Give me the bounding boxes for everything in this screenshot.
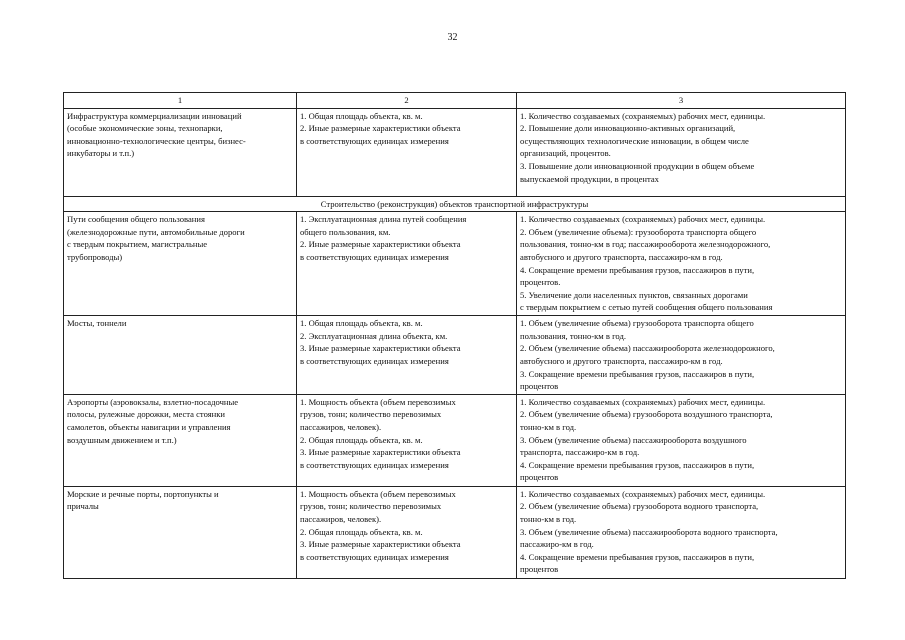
cell-text-line: 3. Иные размерные характеристики объекта (300, 447, 461, 458)
cell-text-line: 3. Сокращение времени пребывания грузов, пассажиров в пути, (520, 368, 755, 379)
cell-text-line: грузов, тонн; количество перевозимых (300, 409, 442, 420)
cell-text-line: организаций, процентов. (520, 148, 611, 159)
page-number: 32 (447, 32, 458, 43)
cell-text-line: 1. Мощность объекта (объем перевозимых (300, 488, 456, 499)
cell-text-line: в соответствующих единицах измерения (300, 551, 449, 562)
cell-text-line: в соответствующих единицах измерения (300, 459, 449, 470)
cell-text-line: грузов, тонн; количество перевозимых (300, 501, 442, 512)
cell-text-line: 2. Объем (увеличение объема) грузооборота воздушного транспорта, (520, 409, 773, 420)
capacity-cell (297, 394, 517, 486)
cell-text-line: Морские и речные порты, портопункты и (67, 488, 219, 499)
cell-text-line: 2. Объем (увеличение объема) грузооборота водного транспорта, (520, 501, 759, 512)
cell-text-line: тонно-км в год. (520, 421, 577, 432)
object-type-cell (64, 486, 297, 578)
cell-text-line: 2. Объем (увеличение объема): грузооборота транспорта общего (520, 226, 757, 237)
cell-text-line: 5. Увеличение доли населенных пунктов, связанных дорогами (520, 289, 748, 300)
object-type-cell (64, 108, 297, 196)
cell-text-line: в соответствующих единицах измерения (300, 135, 449, 146)
header-cell-1: 1 (64, 93, 297, 109)
cell-text-line: причалы (67, 501, 99, 512)
cell-text-line: с твердым покрытием с сетью путей сообщения общего пользования (520, 302, 773, 313)
cell-text-line: процентов (520, 564, 559, 575)
cell-text-line: 1. Мощность объекта (объем перевозимых (300, 396, 456, 407)
cell-text-line: в соответствующих единицах измерения (300, 251, 449, 262)
cell-text-line: транспорта, пассажиро-км в год. (520, 447, 640, 458)
capacity-cell (297, 212, 517, 316)
cell-text-line: пассажиров, человек). (300, 513, 382, 524)
cell-text-line: полосы, рулежные дорожки, места стоянки (67, 409, 226, 420)
cell-text-line: 3. Иные размерные характеристики объекта (300, 343, 461, 354)
effect-cell (517, 108, 846, 196)
object-type-cell (64, 212, 297, 316)
cell-text-line: процентов (520, 381, 559, 392)
cell-text-line: 3. Объем (увеличение объема) пассажирооборота водного транспорта, (520, 526, 778, 537)
cell-text-line: 1. Количество создаваемых (сохраняемых) рабочих мест, единицы. (520, 488, 766, 499)
cell-text-line: 3. Повышение доли инновационной продукции в общем объеме (520, 160, 755, 171)
cell-text-line: 4. Сокращение времени пребывания грузов, пассажиров в пути, (520, 551, 755, 562)
effect-cell (517, 316, 846, 395)
cell-text-line: автобусного и другого транспорта, пассажиро-км в год. (520, 355, 723, 366)
cell-text-line: Инфраструктура коммерциализации инноваций (67, 110, 242, 121)
effect-cell (517, 486, 846, 578)
cell-text-line: Мосты, тоннели (67, 318, 127, 329)
cell-text-line: 1. Объем (увеличение объема) грузооборота транспорта общего (520, 318, 754, 329)
cell-text-line: пассажиро-км в год. (520, 539, 594, 550)
capacity-cell (297, 316, 517, 395)
cell-text-line: тонно-км в год. (520, 513, 577, 524)
cell-text-line: 1. Количество создаваемых (сохраняемых) рабочих мест, единицы. (520, 396, 766, 407)
cell-text-line: 1. Количество создаваемых (сохраняемых) рабочих мест, единицы. (520, 214, 766, 225)
cell-text-line: 2. Иные размерные характеристики объекта (300, 123, 461, 134)
cell-text-line: пользования, тонно-км в год; пассажирооборота железнодорожного, (520, 239, 771, 250)
cell-text-line: инкубаторы и т.п.) (67, 148, 135, 159)
section-title: Строительство (реконструкция) объектов транспортной инфраструктуры (64, 196, 846, 212)
cell-text-line: 1. Общая площадь объекта, кв. м. (300, 110, 423, 121)
cell-text-line: 3. Объем (увеличение объема) пассажирооборота воздушного (520, 434, 747, 445)
table-row (64, 394, 846, 486)
effect-cell (517, 212, 846, 316)
cell-text-line: 2. Объем (увеличение объема) пассажирооборота железнодорожного, (520, 343, 775, 354)
cell-text-line: самолетов, объекты навигации и управления (67, 421, 231, 432)
cell-text-line: 4. Сокращение времени пребывания грузов, пассажиров в пути, (520, 459, 755, 470)
cell-text-line: (особые экономические зоны, технопарки, (67, 123, 223, 134)
cell-text-line: автобусного и другого транспорта, пассажиро-км в год. (520, 251, 723, 262)
cell-text-line: 2. Повышение доли инновационно-активных организаций, (520, 123, 736, 134)
cell-text-line: 2. Эксплуатационная длина объекта, км. (300, 330, 448, 341)
cell-text-line: пассажиров, человек). (300, 421, 382, 432)
cell-text-line: (железнодорожные пути, автомобильные дороги (67, 226, 245, 237)
cell-text-line: процентов. (520, 277, 561, 288)
cell-text-line: 1. Общая площадь объекта, кв. м. (300, 318, 423, 329)
cell-text-line: выпускаемой продукции, в процентах (520, 173, 659, 184)
cell-text-line: осуществляющих технологические инновации, в общем числе (520, 135, 749, 146)
cell-text-line: 2. Общая площадь объекта, кв. м. (300, 526, 423, 537)
cell-text-line: 3. Иные размерные характеристики объекта (300, 539, 461, 550)
cell-text-line: в соответствующих единицах измерения (300, 355, 449, 366)
object-type-cell (64, 394, 297, 486)
cell-text-line: пользования, тонно-км в год. (520, 330, 626, 341)
cell-text-line: процентов (520, 472, 559, 483)
section-row (64, 196, 846, 212)
cell-text-line: 4. Сокращение времени пребывания грузов, пассажиров в пути, (520, 264, 755, 275)
cell-text-line: трубопроводы) (67, 251, 123, 262)
table-row (64, 486, 846, 578)
effect-cell (517, 394, 846, 486)
cell-text-line: 2. Общая площадь объекта, кв. м. (300, 434, 423, 445)
table-row (64, 212, 846, 316)
cell-text-line: 1. Эксплуатационная длина путей сообщения (300, 214, 467, 225)
header-cell-3: 3 (517, 93, 846, 109)
cell-text-line: 2. Иные размерные характеристики объекта (300, 239, 461, 250)
cell-text-line: с твердым покрытием, магистральные (67, 239, 208, 250)
capacity-cell (297, 108, 517, 196)
table-row (64, 108, 846, 196)
cell-text-line: воздушным движением и т.п.) (67, 434, 177, 445)
capacity-cell (297, 486, 517, 578)
cell-text-line: инновационно-технологические центры, бизнес- (67, 135, 246, 146)
cell-text-line: Аэропорты (аэровокзалы, взлетно-посадочные (67, 396, 239, 407)
header-cell-2: 2 (297, 93, 517, 109)
table-header-row (64, 93, 846, 109)
cell-text-line: Пути сообщения общего пользования (67, 214, 205, 225)
table-row (64, 316, 846, 395)
cell-text-line: общего пользования, км. (300, 226, 391, 237)
cell-text-line: 1. Количество создаваемых (сохраняемых) рабочих мест, единицы. (520, 110, 766, 121)
indicators-table (63, 92, 846, 579)
object-type-cell (64, 316, 297, 395)
